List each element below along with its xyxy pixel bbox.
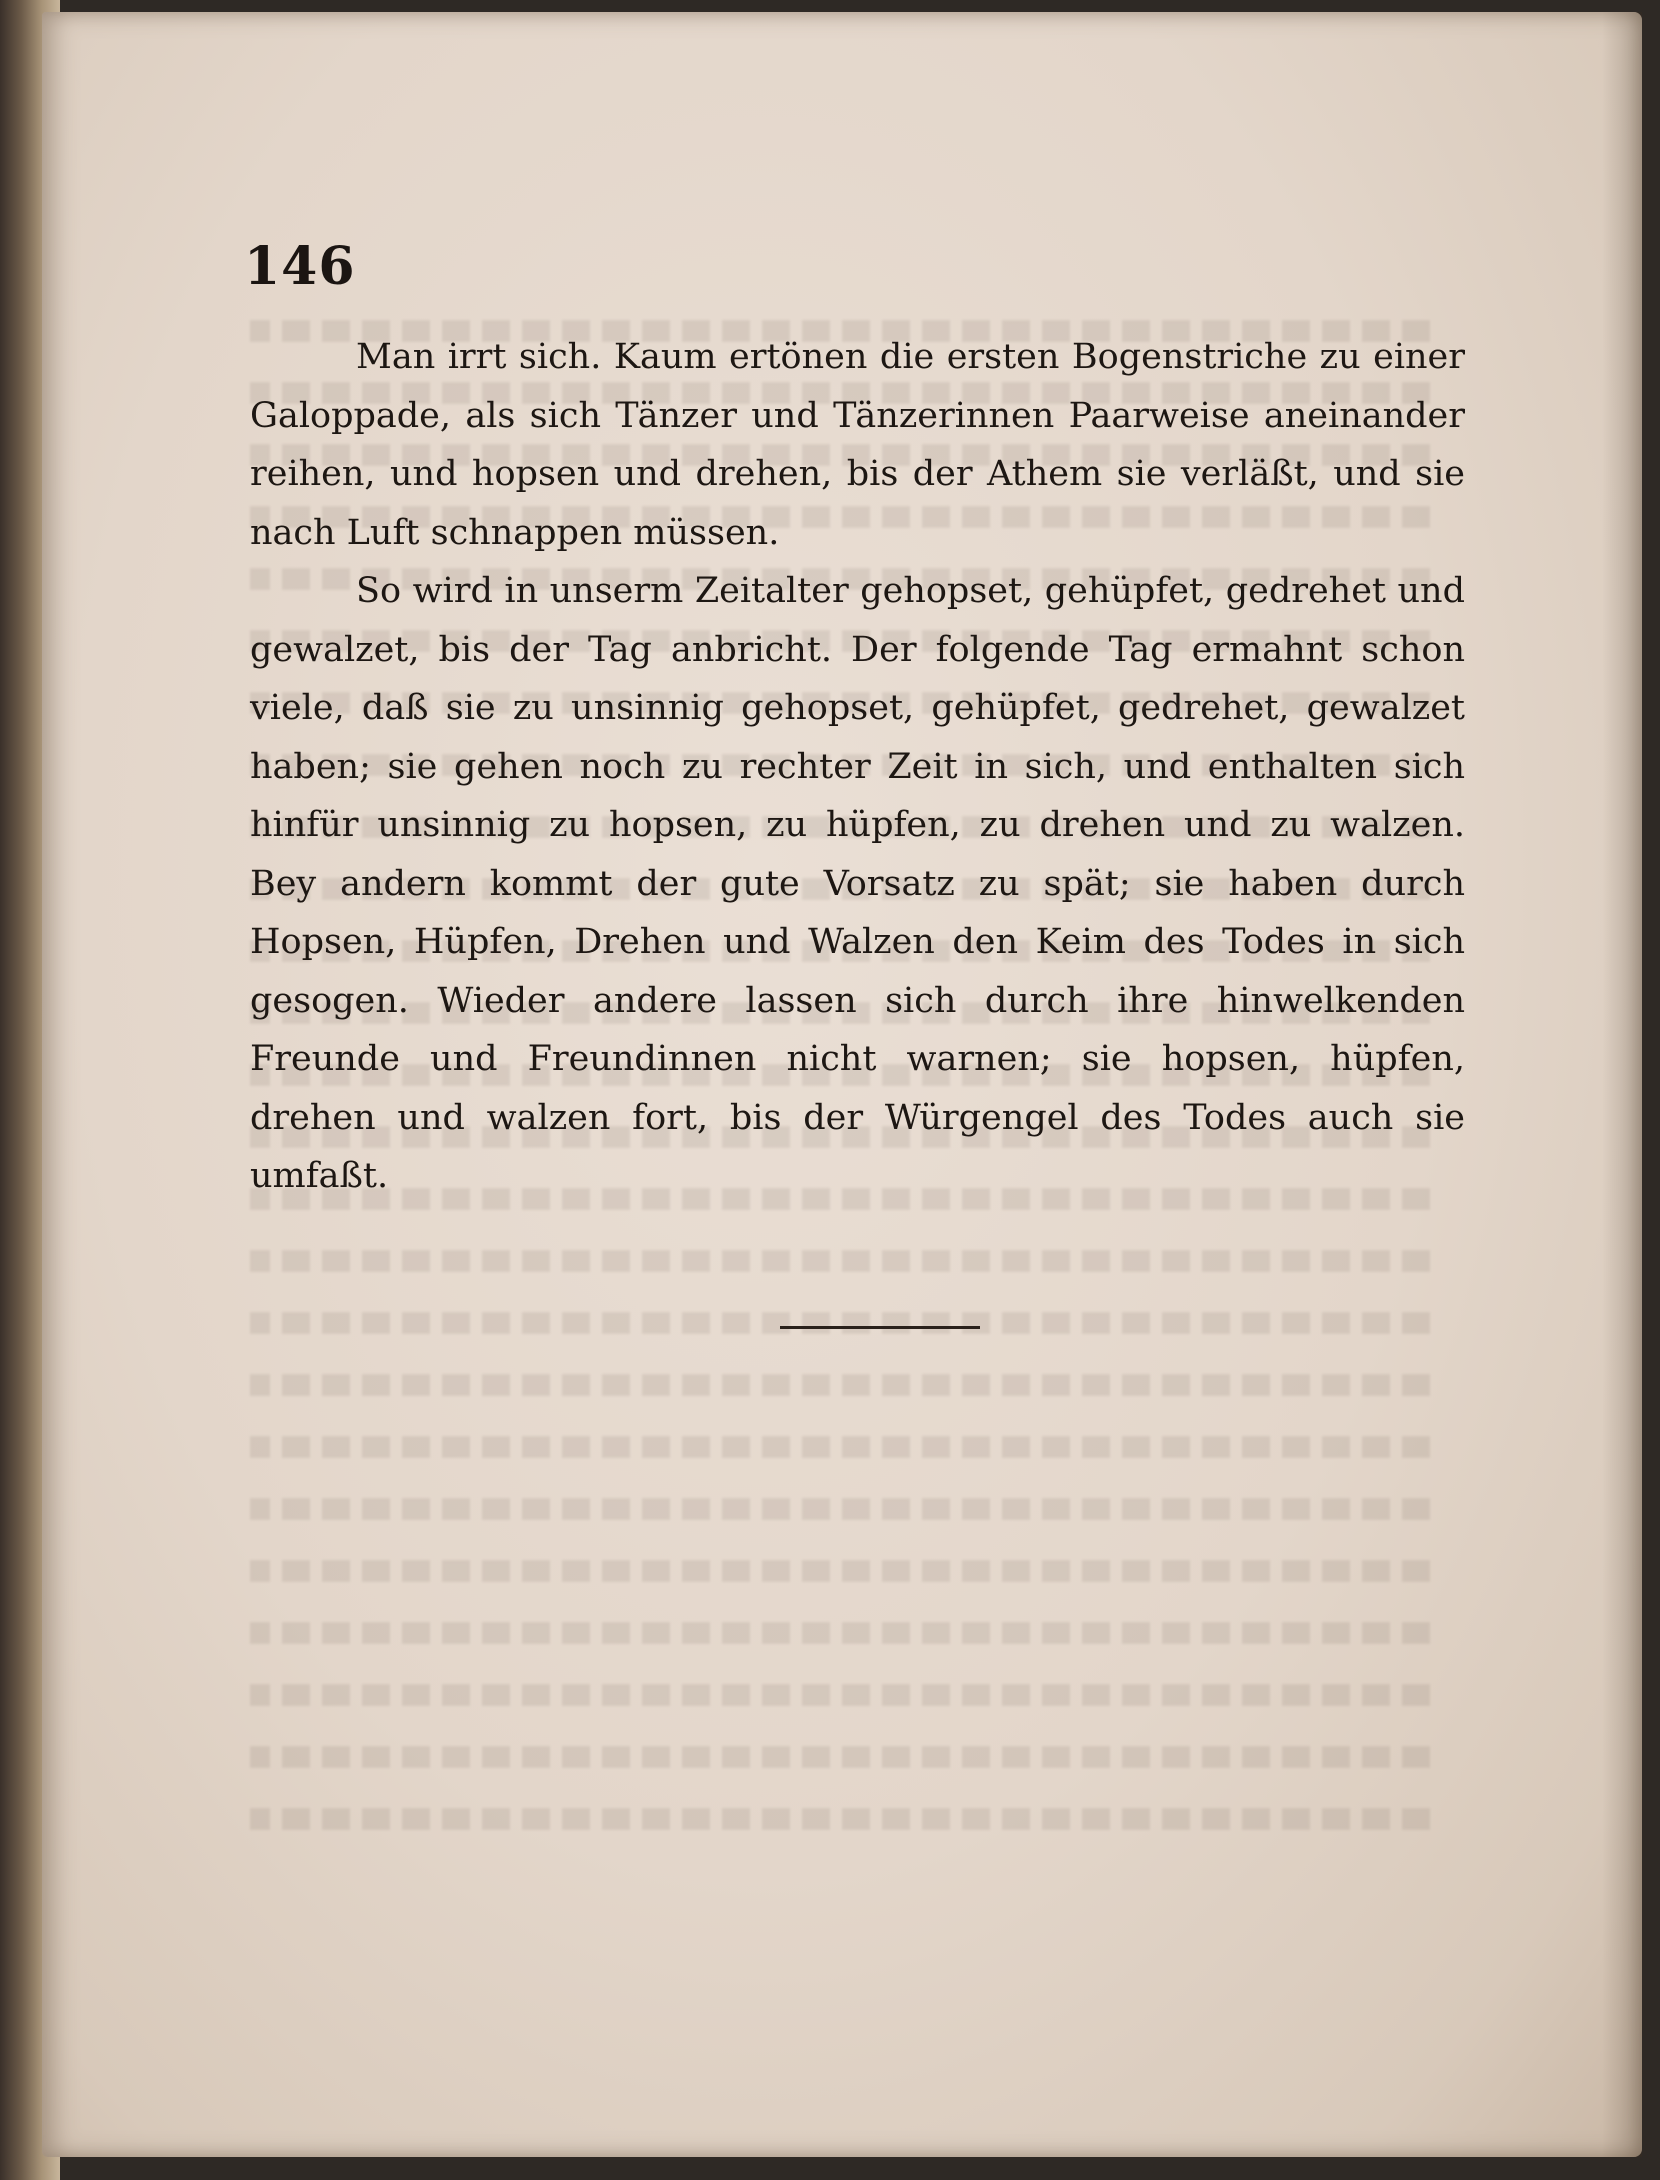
page-number: 146 [244,236,356,297]
paragraph-1: Man irrt sich. Kaum ertönen die ersten Bogenstriche zu einer Galoppade, als sich Tänzer und Tänzerinnen Paarweise aneinander reihen, und hopsen und drehen, bis der Athem sie verläßt, und sie nach Luft schnappen müssen. [250,337,1465,553]
body-text [250,328,1465,1206]
page-edge-shadow [1602,12,1642,2157]
section-end-rule [780,1326,980,1329]
paragraph-2: So wird in unserm Zeitalter gehopset, gehüpfet, gedrehet und gewalzet, bis der Tag anbricht. Der folgende Tag ermahnt schon viele, daß sie zu unsinnig gehopset, gehüpfet, gedrehet, gewalzet haben; sie gehen noch zu rechter Zeit in sich, und enthalten sich hinfür unsinnig zu hopsen, zu hüpfen, zu drehen und zu walzen. Bey andern kommt der gute Vorsatz zu spät; sie haben durch Hopsen, Hüpfen, Drehen und Walzen den Keim des Todes in sich gesogen. Wieder andere lassen sich durch ihre hinwelkenden Freunde und Freundinnen nicht warnen; sie hopsen, hüpfen, drehen und walzen fort, bis der Würgengel des Todes auch sie umfaßt. [250,571,1465,1196]
